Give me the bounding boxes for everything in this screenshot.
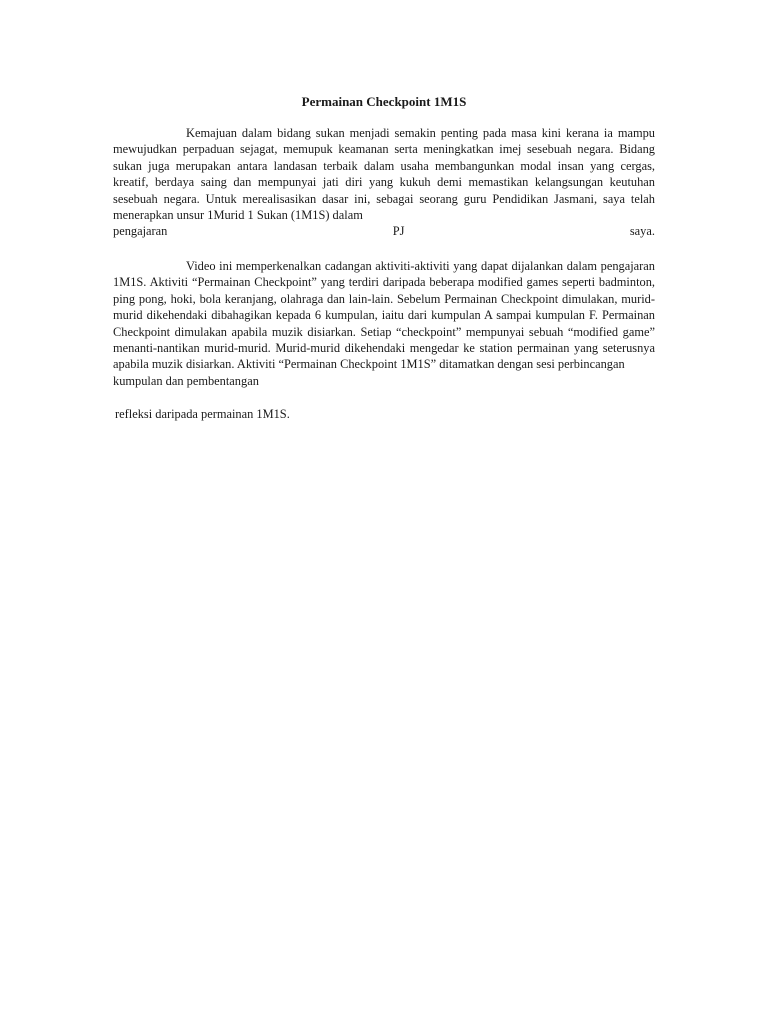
paragraph-2: [113, 258, 655, 389]
paragraph-1: [113, 125, 655, 240]
last-line-word-1: pengajaran: [113, 224, 168, 239]
last-line-word-2: PJ: [392, 224, 405, 239]
paragraph-2-last-line: kumpulan dan pembentangan: [113, 373, 259, 388]
trailing-line: refleksi daripada permainan 1M1S.: [115, 407, 290, 421]
document-title: Permainan Checkpoint 1M1S: [301, 94, 467, 109]
paragraph-1-last-line: [113, 223, 655, 239]
last-line-word-3: saya.: [629, 224, 655, 239]
paragraph-1-text: Kemajuan dalam bidang sukan menjadi semakin penting pada masa kini kerana ia mampu mewujudkan perpaduan sejagat, memupuk keamanan serta meningkatkan imej sesebuah negara. Bidang sukan juga merupakan antara landasan terbaik dalam usaha membangunkan modal insan yang cergas, kreatif, berdaya saing dan mempunyai jati diri yang kukuh demi memastikan kelangsungan keutuhan sesebuah negara. Untuk merealisasikan dasar ini, sebagai seorang guru Pendidikan Jasmani, saya telah menerapkan unsur 1Murid 1 Sukan (1M1S) dalam: [113, 126, 655, 223]
paragraph-2-text: Video ini memperkenalkan cadangan aktiviti-aktiviti yang dapat dijalankan dalam pengajaran 1M1S. Aktiviti “Permainan Checkpoint” yang terdiri daripada beberapa modified games seperti badminton, ping pong, hoki, bola keranjang, olahraga dan lain-lain. Sebelum Permainan Checkpoint dimulakan, murid-murid dikehendaki dibahagikan kepada 6 kumpulan, iaitu dari kumpulan A sampai kumpulan F. Permainan Checkpoint dimulakan apabila muzik disiarkan. Setiap “checkpoint” mempunyai sebuah “modified game” menanti-nantikan murid-murid. Murid-murid dikehendaki mengedar ke station permainan yang seterusnya apabila muzik disiarkan. Aktiviti “Permainan Checkpoint 1M1S” ditamatkan dengan sesi perbincangan: [113, 259, 655, 372]
